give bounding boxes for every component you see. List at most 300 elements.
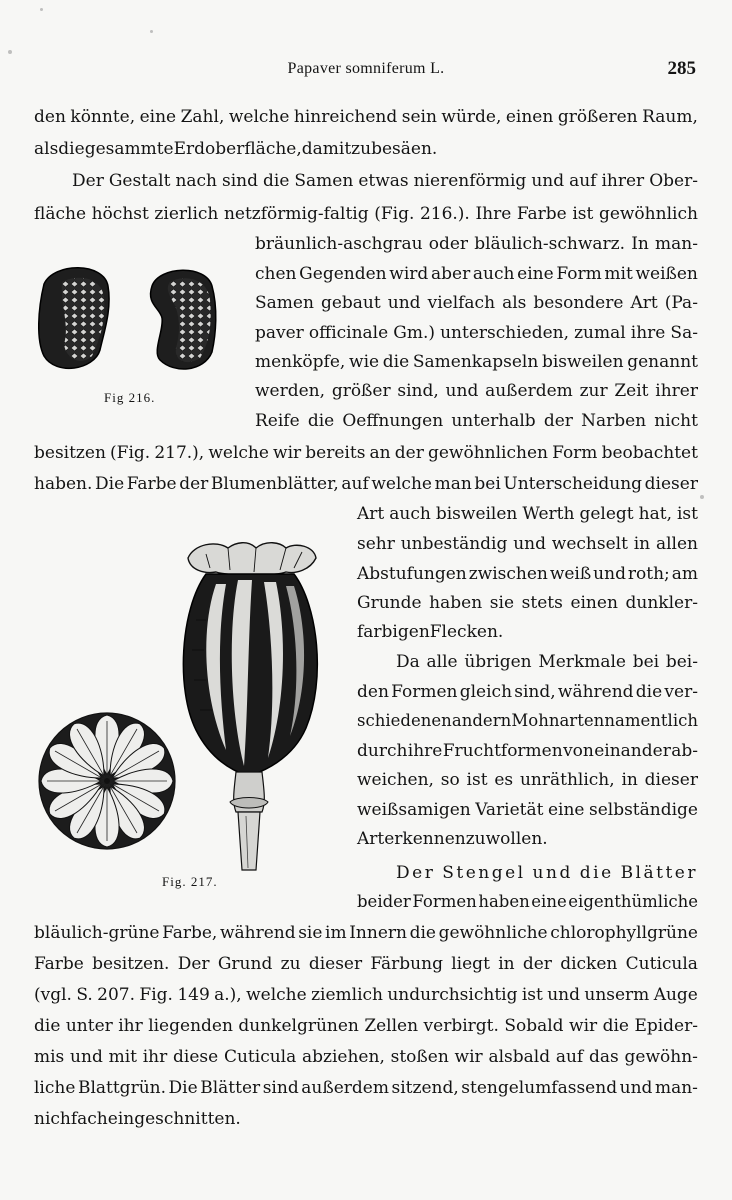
word: mit <box>604 264 633 284</box>
word: dieser <box>644 474 698 494</box>
word: gewöhnliche <box>438 923 548 943</box>
word: Gestalt <box>108 171 171 191</box>
word: Form <box>556 264 602 284</box>
word: chlorophyllgrüne <box>550 923 698 943</box>
word: eine <box>531 892 567 911</box>
word: einander <box>594 741 671 761</box>
word: sind <box>222 171 258 191</box>
word: fläche <box>34 204 87 224</box>
word: außerdem <box>301 1078 389 1098</box>
word: und <box>387 293 421 313</box>
word: officinale <box>308 323 389 343</box>
word: zu <box>465 829 486 849</box>
word: die <box>34 1016 61 1036</box>
word: von <box>563 741 594 761</box>
word: aber <box>430 264 471 284</box>
word: unter <box>65 1016 113 1036</box>
word: und <box>619 1078 653 1098</box>
word: ihrer <box>655 381 698 401</box>
word: alsbald <box>488 1047 551 1067</box>
word: haben <box>429 593 483 613</box>
page-number: 285 <box>667 58 696 79</box>
word: höchst <box>91 204 149 224</box>
word: ist <box>521 985 543 1005</box>
word: Formen <box>412 892 477 911</box>
word: eigenthümliche <box>568 892 698 911</box>
word: Stengel <box>442 863 526 883</box>
word: sein <box>401 107 437 127</box>
word: zwischen <box>468 564 548 584</box>
word: Samen <box>255 293 314 313</box>
text-line <box>72 170 698 192</box>
word: zu <box>280 954 301 974</box>
word: die <box>382 352 410 372</box>
text-line <box>255 322 698 344</box>
word: alle <box>426 652 458 672</box>
word: Ihre <box>475 204 512 224</box>
word: abziehen, <box>302 1047 385 1067</box>
word: Der <box>72 171 104 191</box>
text-line <box>34 1046 698 1068</box>
word: haben. <box>34 474 93 494</box>
word: gewöhnlichen <box>427 443 548 463</box>
word: Da <box>396 652 420 672</box>
word: ihre <box>630 323 666 343</box>
fig-216-seeds <box>34 264 224 378</box>
word: Reife <box>255 411 300 431</box>
word: 216.). <box>419 204 470 224</box>
word: dicken <box>560 954 618 974</box>
text-line <box>34 1015 698 1037</box>
word: Zahl, <box>180 107 225 127</box>
word: bei <box>474 474 501 494</box>
word: im <box>325 923 347 943</box>
word: sitzend, <box>391 1078 459 1098</box>
word: stets <box>521 593 563 613</box>
word: erkennen <box>384 829 466 849</box>
word: Unterscheidung <box>503 474 643 494</box>
text-line <box>357 533 698 555</box>
word: zumal <box>574 323 626 343</box>
scan-speck <box>150 30 153 33</box>
word: a.), <box>214 985 242 1005</box>
word: gebaut <box>320 293 381 313</box>
scan-speck <box>700 495 704 499</box>
word: dunkelgrünen <box>238 1016 359 1036</box>
word: dieser <box>308 954 363 974</box>
word: ihre <box>407 741 443 761</box>
word: die <box>409 923 436 943</box>
word: Zeit <box>614 381 649 401</box>
word: etwas <box>358 171 409 191</box>
word: bei <box>632 652 660 672</box>
word: gleich <box>459 682 513 702</box>
word: Merkmale <box>538 652 626 672</box>
word: 149 <box>177 985 210 1005</box>
word: größer <box>331 381 391 401</box>
word: die <box>579 863 614 883</box>
word: verbirgt. <box>423 1016 499 1036</box>
word: Samen <box>294 171 354 191</box>
word: Epider- <box>634 1016 698 1036</box>
word: weißen <box>635 264 698 284</box>
word: Färbung <box>370 954 443 974</box>
word: gewöhn- <box>624 1047 698 1067</box>
text-line <box>357 769 698 791</box>
word: oder <box>428 234 469 254</box>
word: Blattgrün. <box>77 1078 166 1098</box>
word: eine <box>517 264 554 284</box>
word: ist <box>677 504 698 524</box>
word: wir <box>273 443 302 463</box>
word: liegt <box>451 954 490 974</box>
word: gewöhnlich <box>598 204 698 224</box>
word: bisweilen <box>541 352 624 372</box>
word: eine <box>139 107 177 127</box>
text-line <box>34 953 698 975</box>
word: werden, <box>255 381 326 401</box>
word: zierlich <box>154 204 219 224</box>
word: ihr <box>142 1047 168 1067</box>
word: Farbe, <box>162 923 218 943</box>
text-line <box>255 380 698 402</box>
word: auch <box>389 504 431 524</box>
word: ist <box>466 770 488 790</box>
word: Blätter <box>200 1078 261 1098</box>
word: welche <box>228 107 290 127</box>
word: an <box>369 443 391 463</box>
word: Der <box>177 954 210 974</box>
word: durch <box>357 741 408 761</box>
word: Art <box>357 504 385 524</box>
word: paver <box>255 323 304 343</box>
word: Cuticula <box>223 1047 297 1067</box>
word: während <box>557 682 634 702</box>
word: 217.), <box>154 443 205 463</box>
scan-speck <box>40 8 43 11</box>
word: in <box>621 770 638 790</box>
text-line <box>34 922 698 944</box>
text-line <box>357 891 698 913</box>
word: damit <box>301 139 352 159</box>
word: Oeffnungen <box>342 411 444 431</box>
word: am <box>671 564 698 584</box>
word: Farbe <box>126 474 177 494</box>
word: hinreichend <box>293 107 398 127</box>
word: während <box>219 923 296 943</box>
word: sie <box>298 923 323 943</box>
word: Art <box>357 829 385 849</box>
word: Blätter <box>620 863 698 883</box>
word: roth; <box>627 564 670 584</box>
word: Farbe <box>516 204 567 224</box>
word: beobachtet <box>601 443 698 463</box>
word: Der <box>396 863 436 883</box>
word: sind, <box>397 381 439 401</box>
word: die <box>602 1016 629 1036</box>
word: (vgl. <box>34 985 72 1005</box>
word: die <box>635 682 663 702</box>
word: es <box>494 770 514 790</box>
word: dieser <box>644 770 698 790</box>
word: wie <box>349 352 380 372</box>
word: besitzen <box>34 443 106 463</box>
word: stoßen <box>390 1047 449 1067</box>
word: beider <box>357 892 411 911</box>
word: eingeschnitten. <box>107 1109 241 1129</box>
text-line <box>357 828 698 850</box>
word: außerdem <box>485 381 573 401</box>
word: wechselt <box>551 534 628 554</box>
word: wollen. <box>485 829 548 849</box>
text-line <box>255 263 698 285</box>
word: mit <box>108 1047 137 1067</box>
text-line <box>34 1077 698 1099</box>
word: als <box>34 139 59 159</box>
word: Form <box>552 443 598 463</box>
word: bräunlich-aschgrau <box>255 234 423 254</box>
word: in <box>633 534 651 554</box>
word: sind <box>262 1078 299 1098</box>
word: einen <box>570 593 618 613</box>
word: sind, <box>514 682 556 702</box>
text-line <box>34 984 698 1006</box>
word: welche <box>371 474 432 494</box>
word: Die <box>168 1078 198 1098</box>
text-line <box>34 473 698 495</box>
word: ab- <box>671 741 698 761</box>
word: könnte, <box>70 107 136 127</box>
word: und <box>593 564 626 584</box>
word: die <box>58 139 85 159</box>
word: Abstufungen <box>357 564 467 584</box>
word: Grund <box>217 954 273 974</box>
word: eine <box>547 800 585 820</box>
fig-217-stigma-disk <box>36 710 178 852</box>
word: Farbe <box>34 954 84 974</box>
word: stengelumfassend <box>461 1078 618 1098</box>
word: Raum, <box>642 107 698 127</box>
text-line <box>255 351 698 373</box>
word: bisweilen <box>435 504 518 524</box>
word: den <box>357 682 389 702</box>
text-line <box>396 862 698 884</box>
word: Grunde <box>357 593 422 613</box>
word: chen <box>255 264 297 284</box>
word: man- <box>654 1078 698 1098</box>
word: andern <box>451 711 512 730</box>
word: Blumenblätter, <box>210 474 339 494</box>
word: bei- <box>665 652 698 672</box>
word: den <box>34 107 66 127</box>
word: die <box>307 411 335 431</box>
word: unbeständig <box>400 534 508 554</box>
word: der <box>394 443 424 463</box>
word: Formen <box>391 682 458 702</box>
word: wird <box>389 264 429 284</box>
text-line <box>396 651 698 673</box>
figure-caption: Fig. 217. <box>162 874 218 889</box>
text-line <box>357 563 698 585</box>
word: als <box>502 293 527 313</box>
text-line <box>34 138 698 160</box>
word: und <box>547 985 580 1005</box>
word: Die <box>95 474 125 494</box>
text-line <box>357 681 698 703</box>
word: welche <box>208 443 269 463</box>
word: in <box>498 954 515 974</box>
text-line <box>34 442 698 464</box>
word: Gegenden <box>299 264 387 284</box>
word: Auge <box>653 985 698 1005</box>
word: bläulich-schwarz. <box>474 234 626 254</box>
text-line <box>34 1108 698 1130</box>
word: der <box>543 411 573 431</box>
word: besondere <box>533 293 624 313</box>
word: und <box>532 863 573 883</box>
word: zur <box>579 381 608 401</box>
text-line <box>255 233 698 255</box>
word: weißsamigen <box>357 800 471 820</box>
word: übrigen <box>464 652 532 672</box>
word: S. <box>76 985 93 1005</box>
word: farbigen <box>357 622 430 642</box>
word: der <box>179 474 209 494</box>
word: gelegt <box>579 504 634 524</box>
word: Samenkapseln <box>412 352 539 372</box>
word: In <box>631 234 649 254</box>
word: Werth <box>522 504 575 524</box>
word: zu <box>351 139 372 159</box>
word: und <box>445 381 479 401</box>
word: sie <box>489 593 515 613</box>
word: netzförmig-faltig <box>223 204 369 224</box>
word: nicht <box>654 411 698 431</box>
word: dunkler- <box>625 593 698 613</box>
text-line <box>357 710 698 732</box>
word: weichen, <box>357 770 434 790</box>
text-line <box>357 592 698 614</box>
word: undurchsichtig <box>387 985 518 1005</box>
word: auf <box>555 1047 584 1067</box>
word: ziemlich <box>311 985 383 1005</box>
word: Sobald <box>504 1016 564 1036</box>
text-line <box>255 292 698 314</box>
word: so <box>440 770 460 790</box>
word: unräthlich, <box>519 770 615 790</box>
word: Mohnarten <box>511 711 605 730</box>
word: liegenden <box>148 1016 233 1036</box>
word: würde, <box>441 107 502 127</box>
word: wir <box>569 1016 598 1036</box>
word: vielfach <box>427 293 496 313</box>
word: genannt <box>627 352 698 372</box>
word: schiedenen <box>357 711 452 730</box>
word: das <box>589 1047 619 1067</box>
word: liche <box>34 1078 76 1098</box>
word: bereits <box>305 443 366 463</box>
word: unterschieden, <box>440 323 569 343</box>
word: ihrer <box>601 171 645 191</box>
word: Flecken. <box>429 622 504 642</box>
figure-caption: Fig 216. <box>104 390 156 405</box>
word: Sa- <box>670 323 698 343</box>
text-line <box>34 203 698 225</box>
word: Fruchtformen <box>442 741 563 761</box>
text-line <box>357 503 698 525</box>
word: (Pa- <box>664 293 698 313</box>
word: bläulich-grüne <box>34 923 160 943</box>
text-line <box>34 106 698 128</box>
word: (Fig. <box>374 204 415 224</box>
word: welche <box>246 985 307 1005</box>
word: haben <box>478 892 530 911</box>
word: ist <box>572 204 594 224</box>
word: ihr <box>118 1016 143 1036</box>
word: Zellen <box>364 1016 419 1036</box>
word: (Fig. <box>110 443 151 463</box>
word: Art <box>630 293 658 313</box>
word: weiß <box>549 564 592 584</box>
word: auf <box>569 171 597 191</box>
scan-speck <box>8 50 12 54</box>
text-line <box>357 799 698 821</box>
word: und <box>513 534 546 554</box>
word: besitzen. <box>92 954 170 974</box>
word: unserm <box>584 985 650 1005</box>
word: sehr <box>357 534 395 554</box>
word: wir <box>454 1047 483 1067</box>
word: auf <box>341 474 369 494</box>
word: mis <box>34 1047 65 1067</box>
word: menköpfe, <box>255 352 346 372</box>
word: Cuticula <box>625 954 698 974</box>
word: einen <box>505 107 554 127</box>
word: unterhalb <box>451 411 536 431</box>
word: auch <box>472 264 515 284</box>
word: und <box>70 1047 103 1067</box>
word: nichfach <box>34 1109 108 1129</box>
text-line <box>357 621 698 643</box>
word: Varietät <box>475 800 544 820</box>
word: man <box>434 474 472 494</box>
word: Fig. <box>139 985 173 1005</box>
word: ver- <box>664 682 698 702</box>
word: man- <box>655 234 698 254</box>
word: der <box>522 954 552 974</box>
word: die <box>263 171 290 191</box>
word: diese <box>173 1047 219 1067</box>
text-line <box>255 410 698 432</box>
word: Innern <box>349 923 407 943</box>
word: nach <box>175 171 217 191</box>
word: namentlich <box>604 711 698 730</box>
word: und <box>531 171 565 191</box>
text-line <box>357 740 698 762</box>
fig-217-poppy-capsule <box>176 540 326 875</box>
word: 207. <box>97 985 136 1005</box>
word: nierenförmig <box>413 171 527 191</box>
word: hat, <box>638 504 672 524</box>
running-header: Papaver somniferum L. <box>287 60 445 77</box>
word: größeren <box>557 107 638 127</box>
word: Narben <box>581 411 647 431</box>
word: Ober- <box>649 171 698 191</box>
word: selbständige <box>588 800 698 820</box>
word: allen <box>655 534 698 554</box>
word: besäen. <box>371 139 438 159</box>
word: Erdoberfläche, <box>173 139 302 159</box>
